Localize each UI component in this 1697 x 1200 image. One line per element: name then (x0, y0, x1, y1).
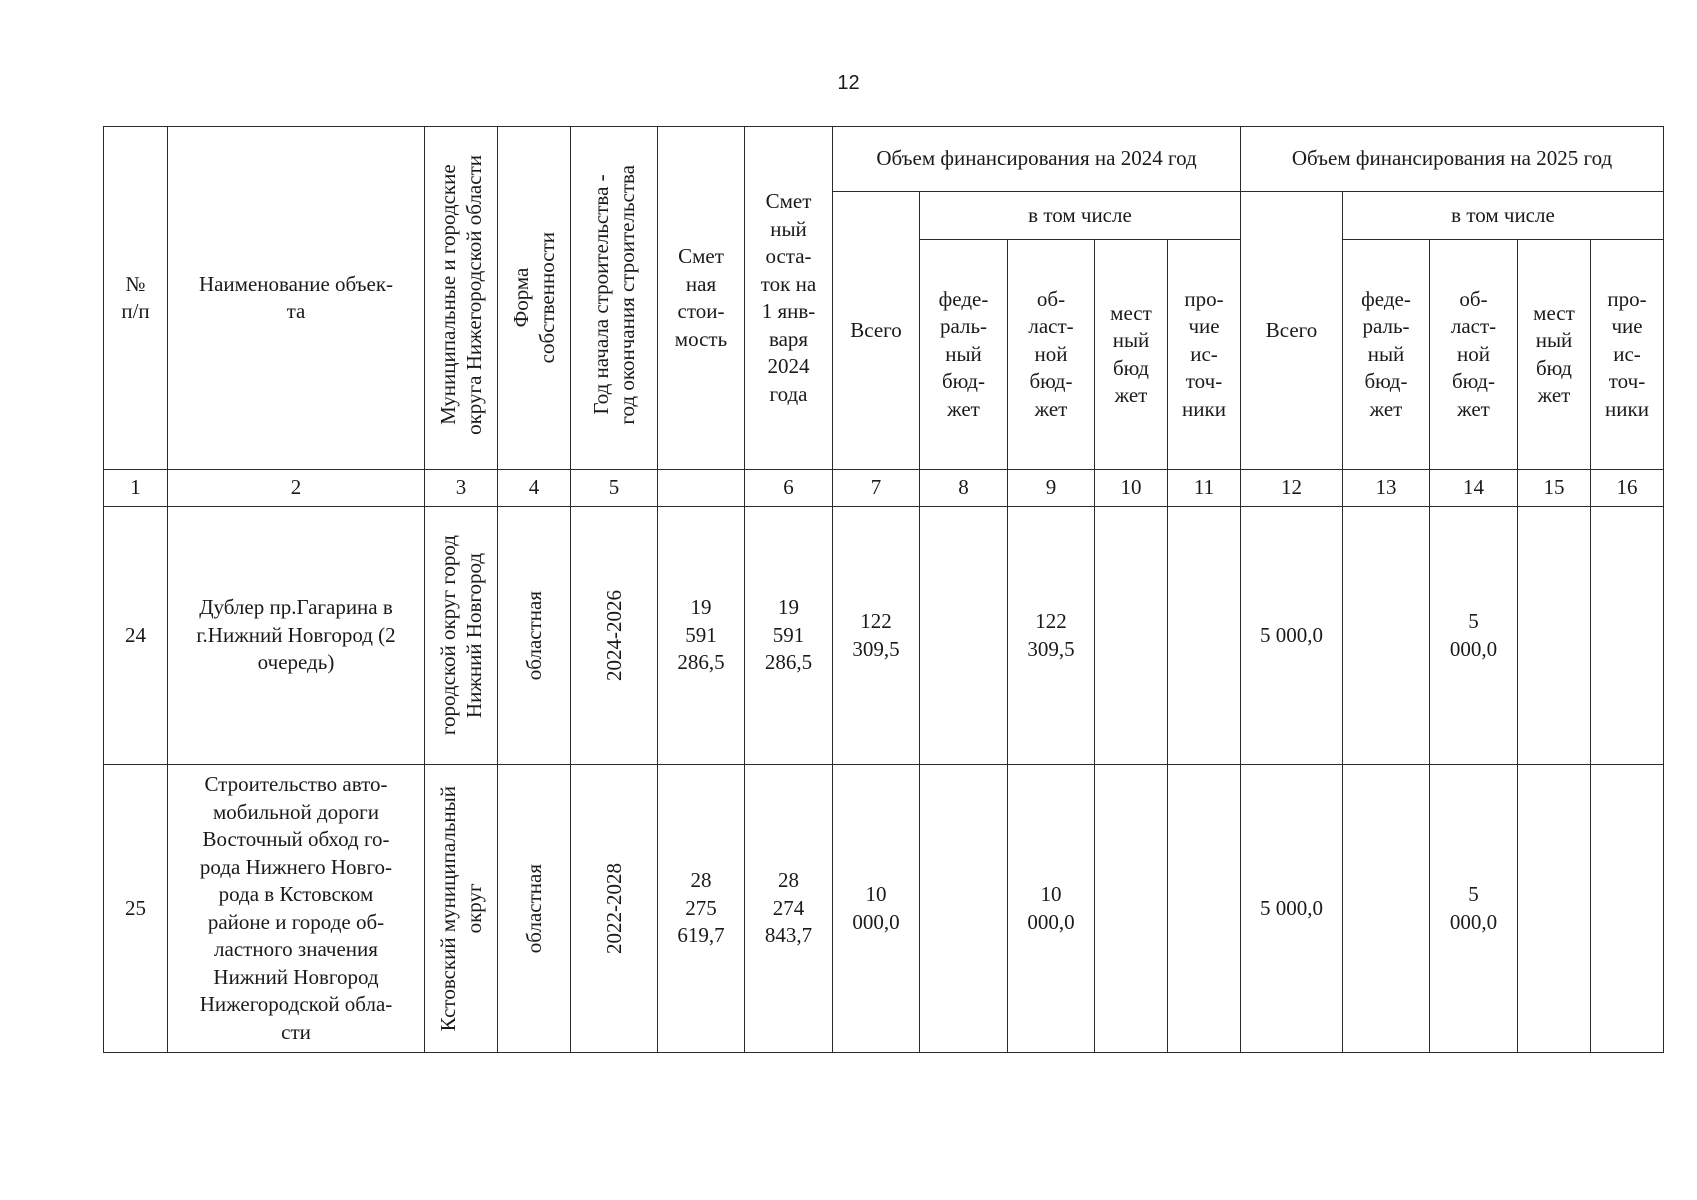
header-regional-2025: об- ласт- ной бюд- жет (1430, 240, 1518, 470)
local-2025 (1518, 765, 1591, 1053)
header-municipality (425, 127, 498, 470)
header-other-2025: про- чие ис- точ- ники (1591, 240, 1664, 470)
estimated-remainder: 19 591 286,5 (745, 507, 833, 765)
municipality-cell (425, 765, 498, 1053)
total-2025: 5 000,0 (1241, 765, 1343, 1053)
header-municipality-text: Муниципальные и городские округа Нижегородской области (436, 155, 486, 435)
estimated-remainder: 28 274 843,7 (745, 765, 833, 1053)
years-text: 2022-2028 (602, 863, 626, 954)
estimated-cost: 19 591 286,5 (658, 507, 745, 765)
header-local-2024: мест ный бюд жет (1095, 240, 1168, 470)
column-number: 16 (1591, 470, 1664, 507)
estimated-cost: 28 275 619,7 (658, 765, 745, 1053)
regional-2024: 122 309,5 (1008, 507, 1095, 765)
header-local-2025: мест ный бюд жет (1518, 240, 1591, 470)
local-2025 (1518, 507, 1591, 765)
column-number: 9 (1008, 470, 1095, 507)
ownership-text: областная (522, 590, 546, 681)
header-including-2024: в том числе (920, 192, 1241, 240)
column-number (658, 470, 745, 507)
header-estimated-remainder: Смет ный оста- ток на 1 янв- варя 2024 года (745, 127, 833, 470)
other-2025 (1591, 507, 1664, 765)
regional-2024: 10 000,0 (1008, 765, 1095, 1053)
header-other-2024: про- чие ис- точ- ники (1168, 240, 1241, 470)
header-estimated-cost: Смет ная стои- мость (658, 127, 745, 470)
column-number: 12 (1241, 470, 1343, 507)
header-ownership (498, 127, 571, 470)
row-num: 25 (104, 765, 168, 1053)
federal-2024 (920, 765, 1008, 1053)
column-number: 8 (920, 470, 1008, 507)
federal-2025 (1343, 507, 1430, 765)
header-federal-2025: феде- раль- ный бюд- жет (1343, 240, 1430, 470)
total-2024: 10 000,0 (833, 765, 920, 1053)
header-name: Наименование объек- та (168, 127, 425, 470)
ownership-cell (498, 507, 571, 765)
federal-2024 (920, 507, 1008, 765)
other-2025 (1591, 765, 1664, 1053)
financing-table (103, 126, 1664, 1053)
column-number: 14 (1430, 470, 1518, 507)
header-financing-2024: Объем финансирования на 2024 год (833, 127, 1241, 192)
header-num: № п/п (104, 127, 168, 470)
column-number: 7 (833, 470, 920, 507)
column-number: 5 (571, 470, 658, 507)
column-number: 3 (425, 470, 498, 507)
municipality-text: городской округ город Нижний Новгород (436, 535, 486, 736)
header-years-text: Год начала строительства - год окончания строительства (589, 165, 639, 425)
header-federal-2024: феде- раль- ный бюд- жет (920, 240, 1008, 470)
years-cell (571, 507, 658, 765)
column-number: 15 (1518, 470, 1591, 507)
regional-2025: 5 000,0 (1430, 765, 1518, 1053)
column-number: 11 (1168, 470, 1241, 507)
column-number: 1 (104, 470, 168, 507)
total-2025: 5 000,0 (1241, 507, 1343, 765)
column-number: 10 (1095, 470, 1168, 507)
municipality-cell (425, 507, 498, 765)
header-ownership-text: Форма собственности (509, 232, 559, 364)
column-number: 2 (168, 470, 425, 507)
ownership-text: областная (522, 863, 546, 954)
total-2024: 122 309,5 (833, 507, 920, 765)
ownership-cell (498, 765, 571, 1053)
other-2024 (1168, 507, 1241, 765)
table-row (104, 765, 1664, 1053)
local-2024 (1095, 765, 1168, 1053)
years-text: 2024-2026 (602, 590, 626, 681)
other-2024 (1168, 765, 1241, 1053)
header-financing-2025: Объем финансирования на 2025 год (1241, 127, 1664, 192)
header-regional-2024: об- ласт- ной бюд- жет (1008, 240, 1095, 470)
header-years (571, 127, 658, 470)
federal-2025 (1343, 765, 1430, 1053)
header-total-2025: Всего (1241, 192, 1343, 470)
table-row (104, 507, 1664, 765)
page-number: 12 (837, 72, 860, 94)
column-number: 13 (1343, 470, 1430, 507)
row-num: 24 (104, 507, 168, 765)
local-2024 (1095, 507, 1168, 765)
column-number-row (104, 470, 1664, 507)
years-cell (571, 765, 658, 1053)
municipality-text: Кстовский муниципальный округ (436, 785, 486, 1032)
header-including-2025: в том числе (1343, 192, 1664, 240)
object-name: Строительство авто- мобильной дороги Восточный обход го- рода Нижнего Новго- рода в Кстовском районе и городе об- ластного значения Нижний Новгород Нижегородской обла- сти (168, 765, 425, 1053)
object-name: Дублер пр.Гагарина в г.Нижний Новгород (2 очередь) (168, 507, 425, 765)
column-number: 4 (498, 470, 571, 507)
regional-2025: 5 000,0 (1430, 507, 1518, 765)
column-number: 6 (745, 470, 833, 507)
header-total-2024: Всего (833, 192, 920, 470)
